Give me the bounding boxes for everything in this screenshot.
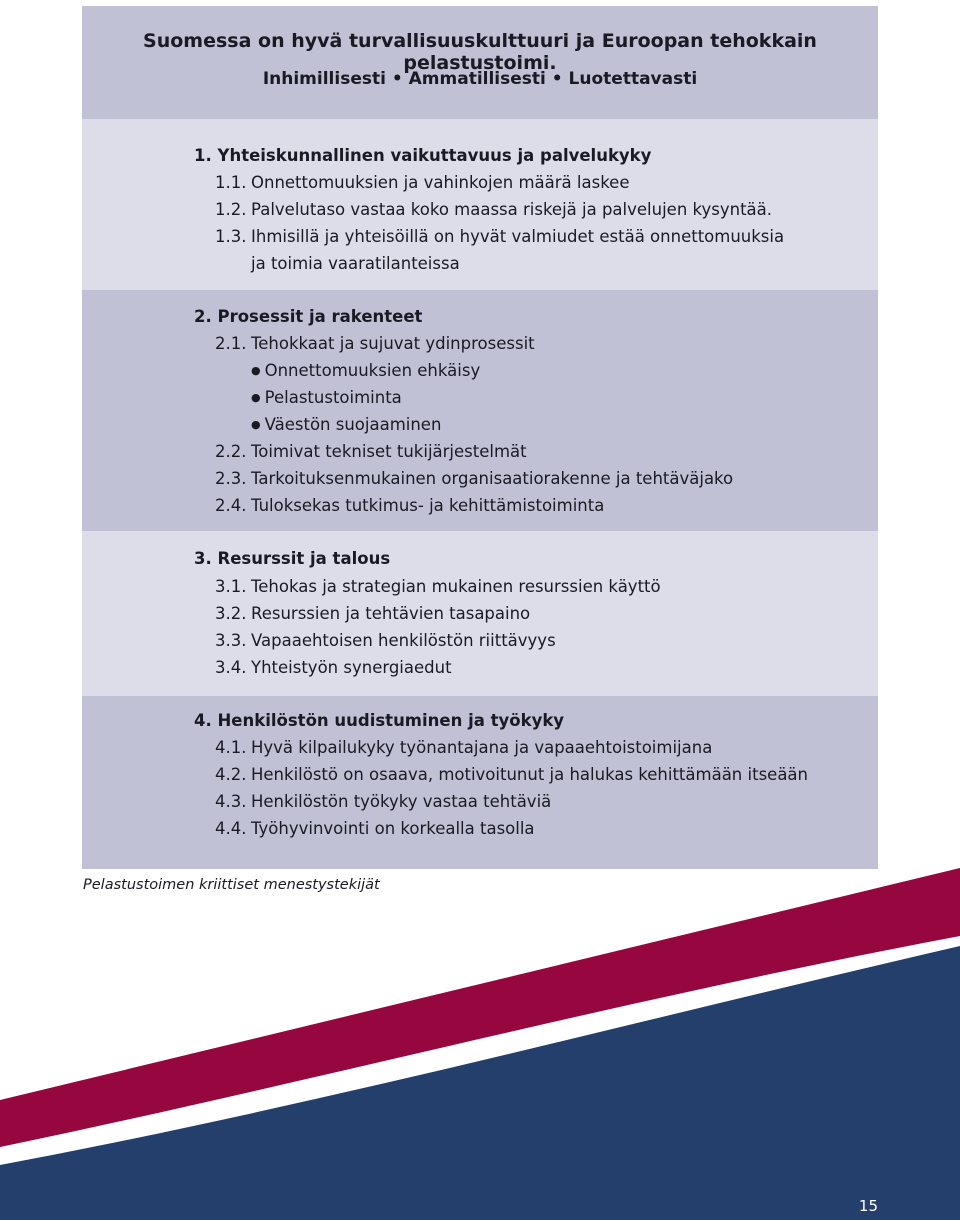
item-4-2-text: Henkilöstö on osaava, motivoitunut ja halukas kehittämään itseään — [251, 765, 808, 784]
item-2-2-text: Toimivat tekniset tukijärjestelmät — [251, 442, 527, 461]
item-2-2-number: 2.2. — [215, 442, 247, 461]
item-1-2-text: Palvelutaso vastaa koko maassa riskejä ja palvelujen kysyntää. — [251, 200, 773, 219]
item-3-4-number: 3.4. — [215, 658, 247, 677]
item-4-4-number: 4.4. — [215, 819, 247, 838]
section-4-title: 4. Henkilöstön uudistuminen ja työkyky — [194, 711, 565, 730]
bullet-dot-icon: ● — [251, 364, 261, 377]
item-1-3-number: 1.3. — [215, 227, 247, 246]
item-4-1-text: Hyvä kilpailukyky työnantajana ja vapaaehtoistoimijana — [251, 738, 713, 757]
item-4-2-number: 4.2. — [215, 765, 247, 784]
item-1-3-continuation: ja toimia vaaratilanteissa — [251, 254, 460, 273]
bullet-text: Onnettomuuksien ehkäisy — [264, 361, 481, 380]
item-4-4-text: Työhyvinvointi on korkealla tasolla — [251, 819, 535, 838]
item-3-4-text: Yhteistyön synergiaedut — [251, 658, 452, 677]
item-3-3-text: Vapaaehtoisen henkilöstön riittävyys — [251, 631, 556, 650]
decorative-swoosh — [0, 860, 960, 1220]
bullet-dot-icon: ● — [251, 418, 261, 431]
item-1-1-number: 1.1. — [215, 173, 247, 192]
vision-statement: Suomessa on hyvä turvallisuuskulttuuri ja Euroopan tehokkain pelastustoimi. — [143, 30, 817, 74]
success-factors-panel — [82, 6, 878, 869]
item-1-2-number: 1.2. — [215, 200, 247, 219]
bullet-text: Väestön suojaaminen — [264, 415, 442, 434]
bullet-dot-icon: ● — [251, 391, 261, 404]
bullet-item — [251, 388, 402, 407]
section-2-title: 2. Prosessit ja rakenteet — [194, 307, 423, 326]
section-1-title: 1. Yhteiskunnallinen vaikuttavuus ja palvelukyky — [194, 146, 652, 165]
item-4-3-text: Henkilöstön työkyky vastaa tehtäviä — [251, 792, 552, 811]
item-2-3-number: 2.3. — [215, 469, 247, 488]
item-3-1-text: Tehokas ja strategian mukainen resurssien käyttö — [251, 577, 661, 596]
bullet-item — [251, 361, 480, 380]
figure-caption: Pelastustoimen kriittiset menestystekijät — [83, 877, 380, 893]
item-3-3-number: 3.3. — [215, 631, 247, 650]
item-2-3-text: Tarkoituksenmukainen organisaatiorakenne ja tehtäväjako — [251, 469, 734, 488]
item-3-2-number: 3.2. — [215, 604, 247, 623]
item-2-4-text: Tuloksekas tutkimus- ja kehittämistoiminta — [251, 496, 605, 515]
section-2-band — [82, 290, 878, 531]
bullet-text: Pelastustoiminta — [264, 388, 402, 407]
values-line: Inhimillisesti • Ammatillisesti • Luotettavasti — [262, 69, 698, 89]
section-3-title: 3. Resurssit ja talous — [194, 549, 391, 568]
item-4-3-number: 4.3. — [215, 792, 247, 811]
item-1-3-text: Ihmisillä ja yhteisöillä on hyvät valmiudet estää onnettomuuksia — [251, 227, 785, 246]
item-1-1-text: Onnettomuuksien ja vahinkojen määrä laskee — [251, 173, 630, 192]
item-4-1-number: 4.1. — [215, 738, 247, 757]
bullet-item — [251, 415, 441, 434]
item-2-4-number: 2.4. — [215, 496, 247, 515]
item-3-1-number: 3.1. — [215, 577, 247, 596]
page-number: 15 — [858, 1197, 878, 1215]
item-2-1-number: 2.1. — [215, 334, 247, 353]
item-3-2-text: Resurssien ja tehtävien tasapaino — [251, 604, 531, 623]
item-2-1-text: Tehokkaat ja sujuvat ydinprosessit — [251, 334, 535, 353]
